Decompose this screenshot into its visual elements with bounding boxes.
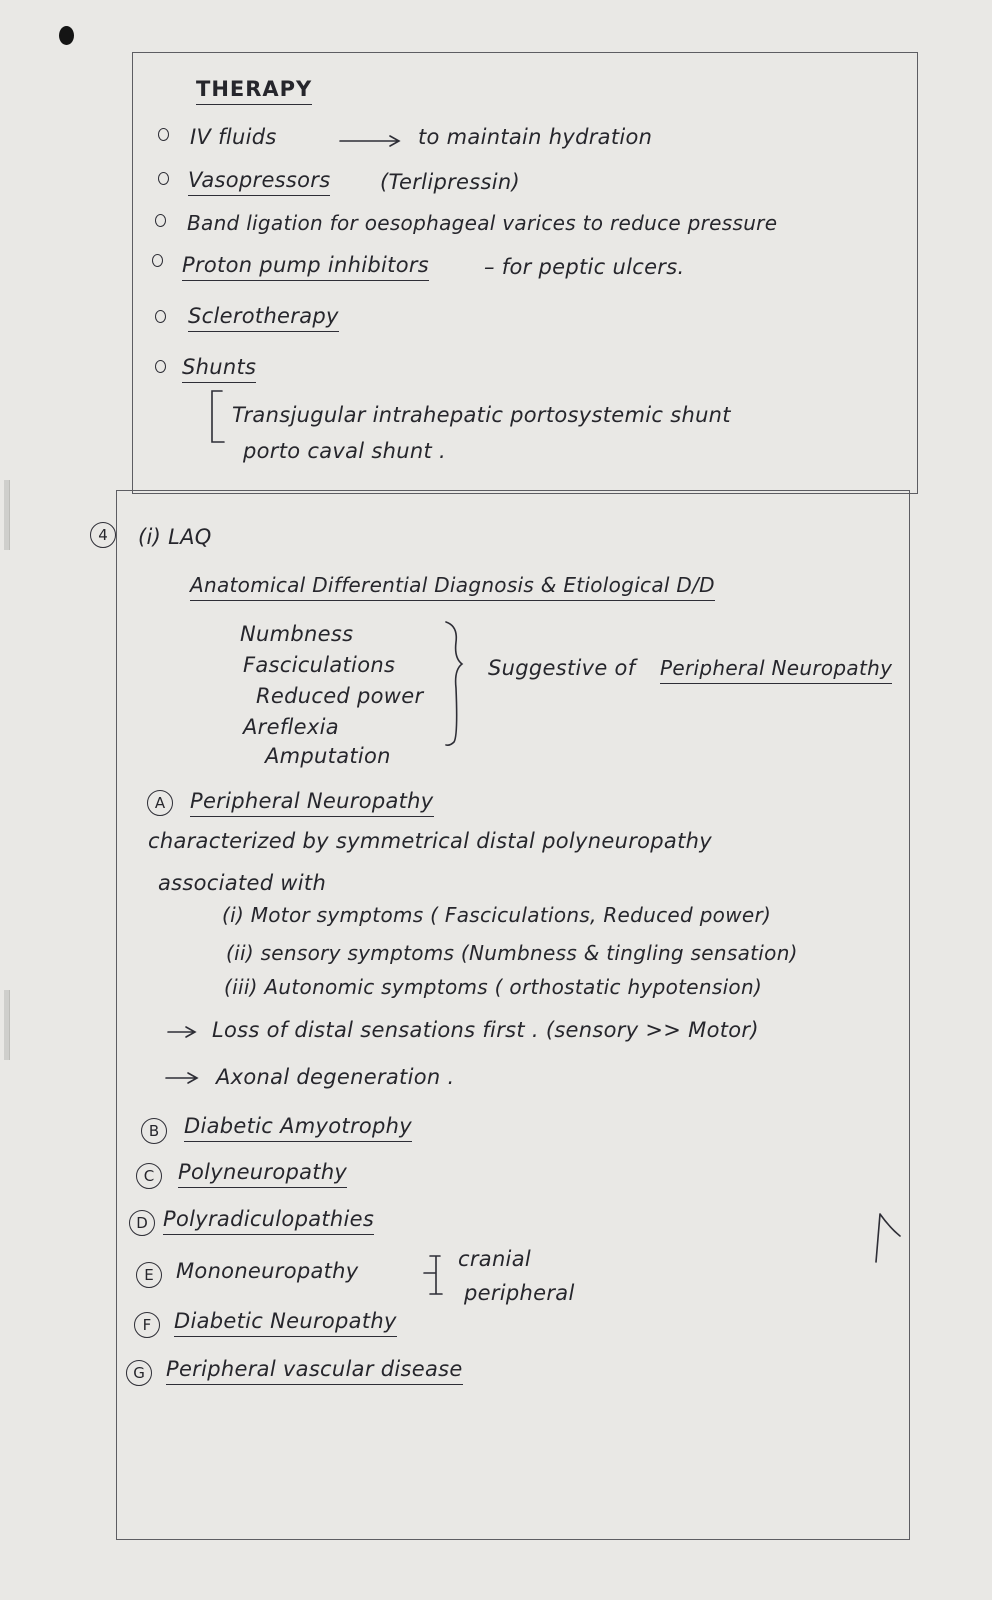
subsection-title: Peripheral Neuropathy	[190, 788, 434, 817]
symptom: Amputation	[265, 744, 391, 768]
bullet	[155, 310, 166, 323]
bullet	[158, 128, 169, 141]
page-edge-mark	[4, 990, 10, 1060]
letter-marker: G	[126, 1360, 152, 1386]
mono-type: peripheral	[464, 1281, 575, 1305]
text-line: associated with	[158, 871, 327, 895]
letter-marker: A	[147, 790, 173, 816]
therapy-item: Vasopressors	[188, 167, 330, 196]
bullet	[155, 214, 166, 227]
therapy-title: THERAPY	[196, 76, 312, 105]
bullet	[155, 360, 166, 373]
arrow-point: Axonal degeneration .	[216, 1065, 455, 1089]
symptom: Numbness	[240, 622, 354, 646]
diagnosis: Peripheral Neuropathy	[660, 655, 892, 684]
list-item: Polyneuropathy	[178, 1159, 347, 1188]
letter-marker: D	[129, 1210, 155, 1236]
therapy-item: Sclerotherapy	[188, 303, 339, 332]
shunt-type: porto caval shunt .	[243, 439, 446, 463]
symptom: Fasciculations	[243, 653, 396, 677]
sub-point: (ii) sensory symptoms (Numbness & tingling sensation)	[226, 941, 798, 965]
therapy-item: Band ligation for oesophageal varices to reduce pressure	[187, 211, 778, 235]
question-part: (i) LAQ	[138, 525, 212, 549]
bullet	[152, 254, 163, 267]
mono-type: cranial	[458, 1247, 531, 1271]
section-heading: Anatomical Differential Diagnosis & Etiological D/D	[190, 572, 715, 601]
list-item: Polyradiculopathies	[163, 1206, 374, 1235]
arrow-point: Loss of distal sensations first . (sensory >> Motor)	[212, 1018, 759, 1042]
ppi-note: – for peptic ulcers.	[484, 255, 685, 279]
vaso-note: (Terlipressin)	[380, 170, 520, 194]
letter-marker: B	[141, 1118, 167, 1144]
punch-hole	[59, 26, 74, 45]
list-item: Diabetic Amyotrophy	[184, 1113, 412, 1142]
iv-note: to maintain hydration	[418, 125, 653, 149]
text-line: characterized by symmetrical distal polyneuropathy	[148, 829, 712, 853]
page-edge-mark	[4, 480, 10, 550]
bullet	[158, 172, 169, 185]
therapy-item: IV fluids	[190, 125, 277, 149]
symptom: Areflexia	[243, 715, 339, 739]
list-item: Peripheral vascular disease	[166, 1356, 463, 1385]
letter-marker: F	[134, 1312, 160, 1338]
letter-marker: C	[136, 1163, 162, 1189]
question-number: 4	[90, 522, 116, 548]
shunt-type: Transjugular intrahepatic portosystemic shunt	[232, 403, 731, 427]
sub-point: (iii) Autonomic symptoms ( orthostatic hypotension)	[224, 975, 763, 999]
therapy-item: Shunts	[182, 354, 256, 383]
list-item: Diabetic Neuropathy	[174, 1308, 397, 1337]
letter-marker: E	[136, 1262, 162, 1288]
list-item: Mononeuropathy	[176, 1259, 359, 1283]
therapy-item: Proton pump inhibitors	[182, 252, 429, 281]
symptom: Reduced power	[256, 684, 424, 708]
suggestive-label: Suggestive of	[488, 656, 636, 680]
sub-point: (i) Motor symptoms ( Fasciculations, Reduced power)	[222, 903, 772, 927]
